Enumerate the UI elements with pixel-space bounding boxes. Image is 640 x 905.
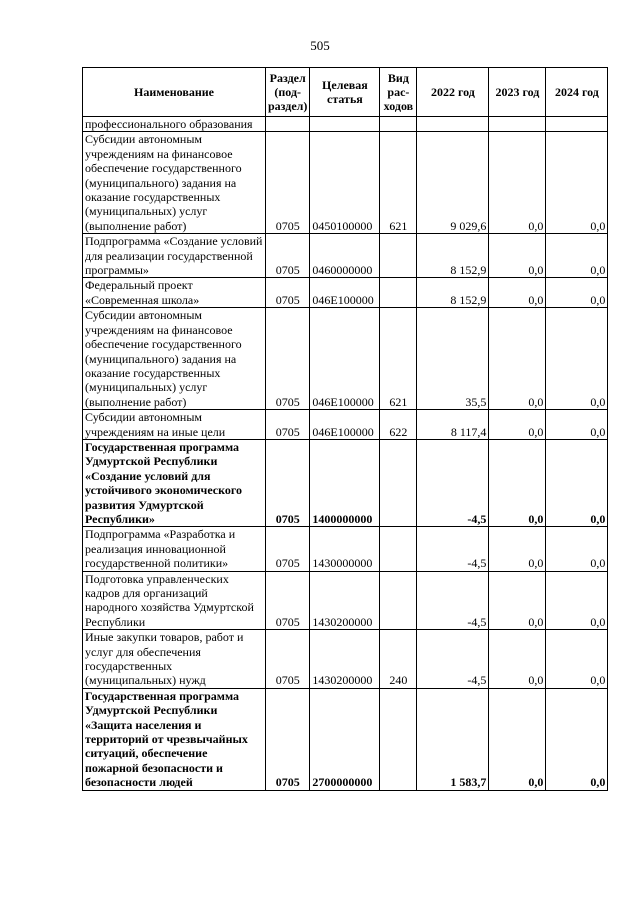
table-row (83, 278, 608, 308)
table-row (83, 132, 608, 234)
cell-2024: 0,0 (546, 278, 608, 308)
cell-name: Подпрограмма «Разработка и реализация инновационной государственной политики» (83, 527, 266, 571)
cell-target (310, 117, 380, 132)
cell-2023 (489, 117, 546, 132)
cell-2023: 0,0 (489, 688, 546, 790)
cell-target: 046E100000 (310, 278, 380, 308)
table-row (83, 308, 608, 410)
cell-target: 1400000000 (310, 439, 380, 526)
table-row (83, 571, 608, 630)
cell-kind: 621 (380, 308, 417, 410)
cell-name: Подпрограмма «Создание условий для реализации государственной программы» (83, 234, 266, 278)
cell-section: 0705 (266, 132, 310, 234)
cell-target: 046E100000 (310, 410, 380, 440)
cell-section: 0705 (266, 410, 310, 440)
cell-2023: 0,0 (489, 439, 546, 526)
cell-2022: 8 117,4 (417, 410, 489, 440)
cell-2022: 8 152,9 (417, 278, 489, 308)
cell-2022: -4,5 (417, 571, 489, 630)
table-row (83, 630, 608, 689)
cell-target: 1430000000 (310, 527, 380, 571)
table-row (83, 234, 608, 278)
cell-kind: 240 (380, 630, 417, 689)
table-row (83, 688, 608, 790)
header-target: Целевая статья (310, 68, 380, 117)
table-row (83, 410, 608, 440)
cell-section: 0705 (266, 688, 310, 790)
cell-2022: -4,5 (417, 630, 489, 689)
header-section: Раздел (под-раздел) (266, 68, 310, 117)
table-row (83, 527, 608, 571)
cell-section: 0705 (266, 527, 310, 571)
cell-2022: 9 029,6 (417, 132, 489, 234)
header-2024: 2024 год (546, 68, 608, 117)
cell-2024: 0,0 (546, 410, 608, 440)
cell-2024: 0,0 (546, 571, 608, 630)
cell-2023: 0,0 (489, 234, 546, 278)
cell-name: Подготовка управленческих кадров для организаций народного хозяйства Удмуртской Республики (83, 571, 266, 630)
cell-2024: 0,0 (546, 308, 608, 410)
cell-name: Субсидии автономным учреждениям на финансовое обеспечение государственного (муниципального) задания на оказание государственных (муниципальных) услуг (выполнение работ) (83, 132, 266, 234)
cell-kind (380, 234, 417, 278)
header-name: Наименование (83, 68, 266, 117)
cell-target: 2700000000 (310, 688, 380, 790)
header-kind: Вид рас-ходов (380, 68, 417, 117)
cell-2024: 0,0 (546, 630, 608, 689)
cell-2024 (546, 117, 608, 132)
cell-2024: 0,0 (546, 132, 608, 234)
cell-kind: 621 (380, 132, 417, 234)
cell-name: Иные закупки товаров, работ и услуг для обеспечения государственных (муниципальных) нужд (83, 630, 266, 689)
header-2022: 2022 год (417, 68, 489, 117)
budget-table (82, 67, 608, 791)
cell-kind (380, 439, 417, 526)
cell-name: профессионального образования (83, 117, 266, 132)
cell-2022: -4,5 (417, 439, 489, 526)
cell-section: 0705 (266, 234, 310, 278)
cell-2023: 0,0 (489, 132, 546, 234)
cell-2023: 0,0 (489, 527, 546, 571)
cell-kind (380, 527, 417, 571)
cell-2022: 35,5 (417, 308, 489, 410)
cell-2024: 0,0 (546, 439, 608, 526)
cell-name: Государственная программа Удмуртской Республики «Защита населения и территорий от чрезвычайных ситуаций, обеспечение пожарной безопасности и безопасности людей (83, 688, 266, 790)
cell-2024: 0,0 (546, 234, 608, 278)
cell-name: Субсидии автономным учреждениям на иные цели (83, 410, 266, 440)
cell-2023: 0,0 (489, 410, 546, 440)
table-row (83, 117, 608, 132)
page-number: 505 (310, 38, 330, 53)
cell-2024: 0,0 (546, 527, 608, 571)
cell-target: 0460000000 (310, 234, 380, 278)
cell-name: Федеральный проект «Современная школа» (83, 278, 266, 308)
cell-section (266, 117, 310, 132)
cell-2023: 0,0 (489, 630, 546, 689)
cell-2023: 0,0 (489, 571, 546, 630)
cell-2022: -4,5 (417, 527, 489, 571)
cell-2023: 0,0 (489, 278, 546, 308)
cell-2022 (417, 117, 489, 132)
cell-kind: 622 (380, 410, 417, 440)
cell-name: Субсидии автономным учреждениям на финансовое обеспечение государственного (муниципального) задания на оказание государственных (муниципальных) услуг (выполнение работ) (83, 308, 266, 410)
cell-section: 0705 (266, 571, 310, 630)
table-row (83, 439, 608, 526)
cell-kind (380, 278, 417, 308)
cell-kind (380, 688, 417, 790)
cell-2024: 0,0 (546, 688, 608, 790)
cell-2022: 1 583,7 (417, 688, 489, 790)
cell-section: 0705 (266, 308, 310, 410)
cell-target: 1430200000 (310, 571, 380, 630)
cell-target: 0450100000 (310, 132, 380, 234)
cell-2023: 0,0 (489, 308, 546, 410)
header-row (83, 68, 608, 117)
cell-kind (380, 117, 417, 132)
cell-2022: 8 152,9 (417, 234, 489, 278)
cell-section: 0705 (266, 278, 310, 308)
cell-target: 046E100000 (310, 308, 380, 410)
cell-section: 0705 (266, 630, 310, 689)
cell-kind (380, 571, 417, 630)
cell-section: 0705 (266, 439, 310, 526)
cell-name: Государственная программа Удмуртской Республики «Создание условий для устойчивого экономического развития Удмуртской Республики» (83, 439, 266, 526)
table-body (83, 117, 608, 791)
cell-target: 1430200000 (310, 630, 380, 689)
header-2023: 2023 год (489, 68, 546, 117)
